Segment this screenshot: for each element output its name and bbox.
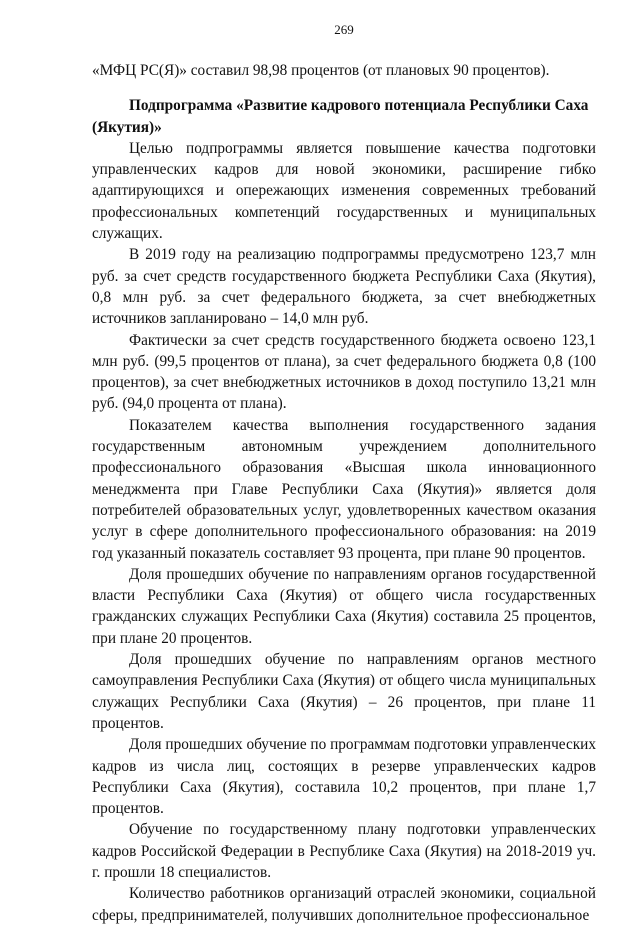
document-body bbox=[92, 60, 596, 926]
section-heading: Подпрограмма «Развитие кадрового потенциала Республики Саха (Якутия)» bbox=[92, 97, 589, 136]
paragraph-funding-plan: В 2019 году на реализацию подпрограммы предусмотрено 123,7 млн руб. за счет средств государственного бюджета Республики Саха (Якутия), 0,8 млн руб. за счет федерального бюджета, за счет внебюджетных источников запланировано – 14,0 млн руб. bbox=[92, 246, 596, 328]
paragraph-reserve-training-share: Доля прошедших обучение по программам подготовки управленческих кадров из числа лиц, состоящих в резерве управленческих кадров Республики Саха (Якутия), составила 10,2 процентов, при плане 1,7 процентов. bbox=[92, 736, 596, 818]
paragraph-workers-count: Количество работников организаций отраслей экономики, социальной сферы, предпринимателей, получивших дополнительное профессиональное bbox=[92, 885, 596, 924]
paragraph-state-training-share: Доля прошедших обучение по направлениям органов государственной власти Республики Саха (Якутия) от общего числа государственных гражданских служащих Республики Саха (Якутия) составила 25 процентов, при плане 20 процентов. bbox=[92, 565, 596, 647]
paragraph-federal-plan-training: Обучение по государственному плану подготовки управленческих кадров Российской Федерации в Республике Саха (Якутия) на 2018-2019 уч. г. прошли 18 специалистов. bbox=[92, 821, 596, 881]
paragraph-municipal-training-share: Доля прошедших обучение по направлениям органов местного самоуправления Республики Саха (Якутия) от общего числа муниципальных служащих Республики Саха (Якутия) – 26 процентов, при плане 11 процентов. bbox=[92, 651, 596, 732]
paragraph-funding-actual: Фактически за счет средств государственного бюджета освоено 123,1 млн руб. (99,5 процентов от плана), за счет федерального бюджета 0,8 (100 процентов), за счет внебюджетных источников в доход поступило 13,21 млн руб. (94,0 процента от плана). bbox=[92, 331, 596, 413]
paragraph-mfc-result: «МФЦ РС(Я)» составил 98,98 процентов (от плановых 90 процентов). bbox=[92, 62, 550, 79]
page-number: 269 bbox=[334, 22, 354, 37]
paragraph-goal: Целью подпрограммы является повышение качества подготовки управленческих кадров для новой экономики, расширение гибко адаптирующихся и опережающих изменения современных требований профессиональных компетенций государственных и муниципальных служащих. bbox=[92, 139, 596, 243]
document-page bbox=[92, 22, 596, 926]
paragraph-quality-indicator: Показателем качества выполнения государственного задания государственным автономным учреждением дополнительного профессионального образования «Высшая школа инновационного менеджмента при Главе Республики Саха (Якутия)» является доля потребителей образовательных услуг, удовлетворенных качеством оказания услуг в сфере дополнительного профессионального образования: на 2019 год указанный показатель составляет 93 процента, при плане 90 процентов. bbox=[92, 416, 596, 562]
